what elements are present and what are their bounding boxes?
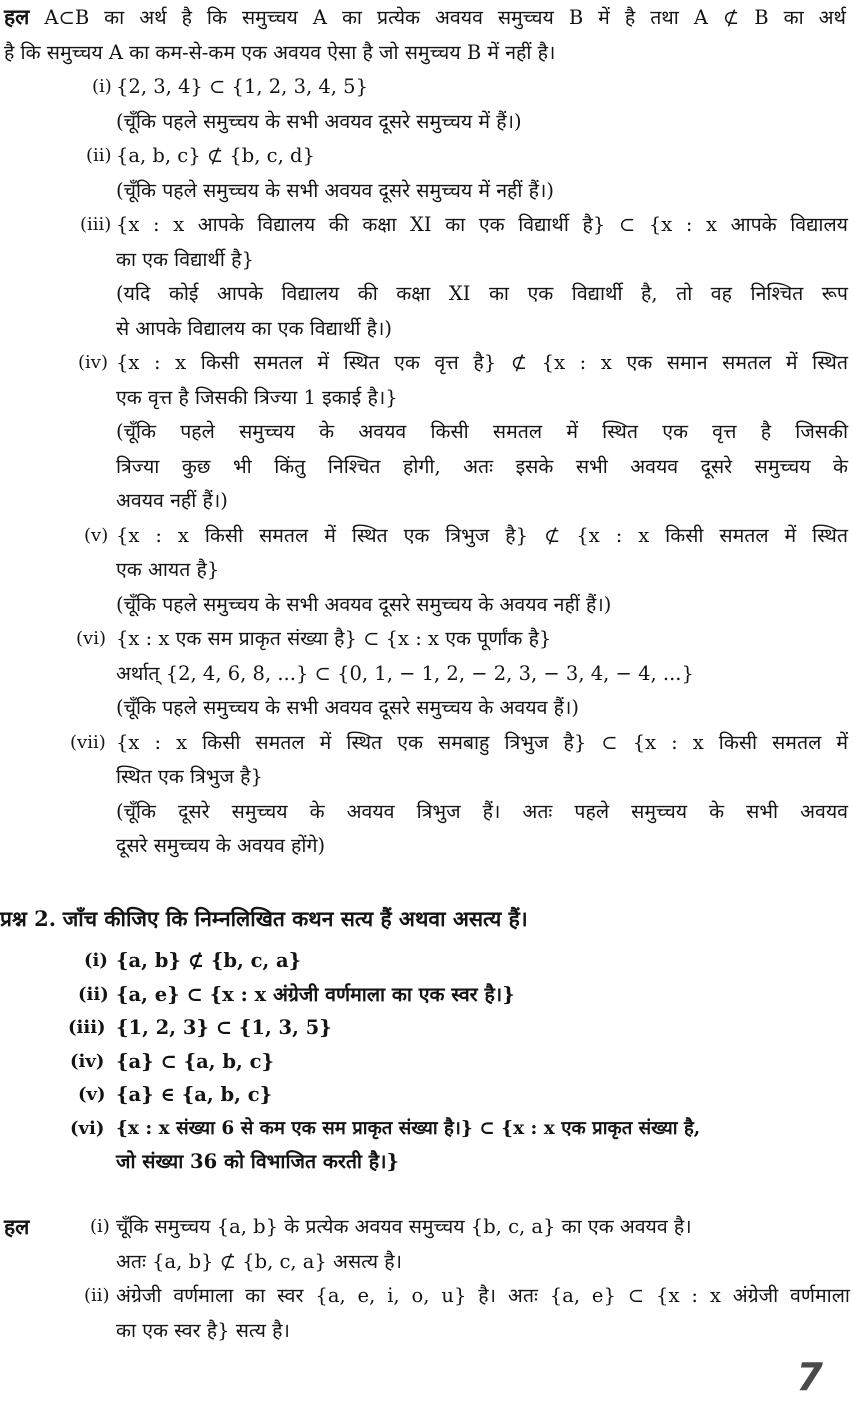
item-line: (चूँकि पहले समुच्चय के सभी अवयव दूसरे समुच्चय के अवयव नहीं हैं।) bbox=[116, 592, 612, 616]
item-number: (ii) bbox=[84, 1285, 110, 1306]
question-label: प्रश्न 2. bbox=[0, 906, 57, 931]
item-line: (चूँकि पहले समुच्चय के अवयव किसी समतल में स्थित एक वृत्त है जिसकी bbox=[116, 420, 848, 443]
item-line: दूसरे समुच्चय के अवयव होंगे) bbox=[116, 834, 326, 857]
intro-paragraph bbox=[4, 0, 846, 70]
item-number: (i) bbox=[90, 1216, 110, 1237]
solution-1-item-v bbox=[72, 519, 848, 623]
solution-2-item-i bbox=[72, 1210, 850, 1279]
solution-2-label: हल bbox=[4, 1214, 30, 1239]
item-line: अवयव नहीं हैं।) bbox=[116, 489, 228, 512]
solution-1-item-vi bbox=[72, 622, 848, 726]
item-line: {x : x संख्या 6 से कम एक सम प्राकृत संख्या है।} ⊂ {x : x एक प्राकृत संख्या है, bbox=[116, 1117, 701, 1139]
item-line: {2, 3, 4} ⊂ {1, 2, 3, 4, 5} bbox=[116, 75, 368, 98]
item-line: एक आयत है} bbox=[116, 558, 220, 581]
item-line: {a} ⊂ {a, b, c} bbox=[116, 1049, 275, 1073]
page-number: 7 bbox=[796, 1355, 823, 1399]
solution-2-list bbox=[72, 1210, 850, 1348]
item-number: (i) bbox=[84, 950, 108, 971]
item-number: (ii) bbox=[86, 145, 112, 166]
item-number: (iii) bbox=[68, 1017, 106, 1038]
question-text: जाँच कीजिए कि निम्नलिखित कथन सत्य हैं अथवा असत्य हैं। bbox=[62, 906, 528, 931]
item-number: (iii) bbox=[80, 214, 112, 235]
intro-line-1: हल A⊂B का अर्थ है कि समुच्चय A का प्रत्येक अवयव समुच्चय B में है तथा A ⊄ B का अर्थ bbox=[4, 4, 846, 29]
question-2-item-iv bbox=[72, 1045, 852, 1079]
item-line: का एक विद्यार्थी है} bbox=[116, 247, 254, 271]
solution-label: हल bbox=[4, 4, 30, 29]
question-2-heading bbox=[0, 902, 528, 936]
item-line: का एक स्वर है} सत्य है। bbox=[116, 1318, 290, 1342]
item-line: {x : x किसी समतल में स्थित एक वृत्त है} ⊄ {x : x एक समान समतल में स्थित bbox=[116, 351, 848, 374]
item-number: (i) bbox=[92, 76, 112, 97]
item-line: (चूँकि पहले समुच्चय के सभी अवयव दूसरे समुच्चय में नहीं हैं।) bbox=[116, 178, 554, 202]
item-line: {a, b} ⊄ {b, c, a} bbox=[116, 949, 302, 972]
item-number: (vii) bbox=[70, 731, 106, 753]
question-2-item-ii bbox=[72, 978, 852, 1012]
item-line: जो संख्या 36 को विभाजित करती है।} bbox=[116, 1150, 400, 1173]
item-line: (चूँकि पहले समुच्चय के सभी अवयव दूसरे समुच्चय में हैं।) bbox=[116, 109, 522, 133]
item-line: अर्थात् {2, 4, 6, 8, ...} ⊂ {0, 1, − 1, 2, − 2, 3, − 3, 4, − 4, ...} bbox=[116, 661, 694, 685]
solution-1-item-vii bbox=[72, 726, 848, 864]
item-line: अतः {a, b} ⊄ {b, c, a} असत्य है। bbox=[116, 1249, 403, 1273]
solution-1-list bbox=[72, 70, 848, 864]
item-line: स्थित एक त्रिभुज है} bbox=[116, 765, 263, 788]
solution-1-item-iii bbox=[72, 208, 848, 346]
item-number: (vi) bbox=[76, 628, 106, 649]
item-number: (vi) bbox=[70, 1117, 105, 1139]
item-line: से आपके विद्यालय का एक विद्यार्थी है।) bbox=[116, 316, 392, 340]
item-line: त्रिज्या कुछ भी किंतु निश्चित होगी, अतः इसके सभी अवयव दूसरे समुच्चय के bbox=[116, 454, 848, 478]
item-line: {1, 2, 3} ⊂ {1, 3, 5} bbox=[116, 1016, 332, 1039]
item-number: (iv) bbox=[78, 352, 108, 373]
solution-2-item-ii bbox=[72, 1279, 850, 1348]
item-number: (ii) bbox=[78, 983, 109, 1005]
question-2-item-iii bbox=[68, 1011, 852, 1045]
question-2-item-i bbox=[72, 944, 852, 978]
item-line: {a, e} ⊂ {x : x अंग्रेजी वर्णमाला का एक स्वर है।} bbox=[116, 982, 515, 1006]
item-number: (v) bbox=[78, 1084, 106, 1105]
item-line: (चूँकि पहले समुच्चय के सभी अवयव दूसरे समुच्चय के अवयव हैं।) bbox=[116, 696, 579, 719]
item-number: (iv) bbox=[70, 1050, 105, 1072]
question-2-list bbox=[68, 944, 852, 1179]
item-line: (यदि कोई आपके विद्यालय की कक्षा XI का एक विद्यार्थी है, तो वह निश्चित रूप bbox=[116, 282, 848, 305]
item-line: (चूँकि दूसरे समुच्चय के अवयव त्रिभुज हैं। अतः पहले समुच्चय के सभी अवयव bbox=[116, 799, 848, 823]
item-line: अंग्रेजी वर्णमाला का स्वर {a, e, i, o, u} है। अतः {a, e} ⊂ {x : x अंग्रेजी वर्णमाला bbox=[116, 1284, 850, 1307]
item-line: {x : x आपके विद्यालय की कक्षा XI का एक विद्यार्थी है} ⊂ {x : x आपके विद्यालय bbox=[116, 213, 848, 236]
item-number: (v) bbox=[84, 524, 109, 546]
item-line: {x : x किसी समतल में स्थित एक त्रिभुज है} ⊄ {x : x किसी समतल में स्थित bbox=[116, 523, 848, 547]
item-line: {x : x किसी समतल में स्थित एक समबाहु त्रिभुज है} ⊂ {x : x किसी समतल में bbox=[116, 730, 848, 754]
question-2-item-vi bbox=[72, 1112, 852, 1179]
question-2-item-v bbox=[72, 1078, 852, 1112]
item-line: चूँकि समुच्चय {a, b} के प्रत्येक अवयव समुच्चय {b, c, a} का एक अवयव है। bbox=[116, 1215, 692, 1238]
solution-1-item-iv bbox=[72, 346, 848, 519]
item-line: एक वृत्त है जिसकी त्रिज्या 1 इकाई है।} bbox=[116, 385, 398, 409]
intro-line-2: है कि समुच्चय A का कम-से-कम एक अवयव ऐसा है जो समुच्चय B में नहीं है। bbox=[4, 40, 556, 64]
item-line: {a, b, c} ⊄ {b, c, d} bbox=[116, 144, 315, 167]
item-line: {a} ∈ {a, b, c} bbox=[116, 1083, 273, 1106]
solution-1-item-i bbox=[72, 70, 848, 139]
item-line: {x : x एक सम प्राकृत संख्या है} ⊂ {x : x एक पूर्णांक है} bbox=[116, 627, 552, 650]
solution-1-item-ii bbox=[72, 139, 848, 208]
